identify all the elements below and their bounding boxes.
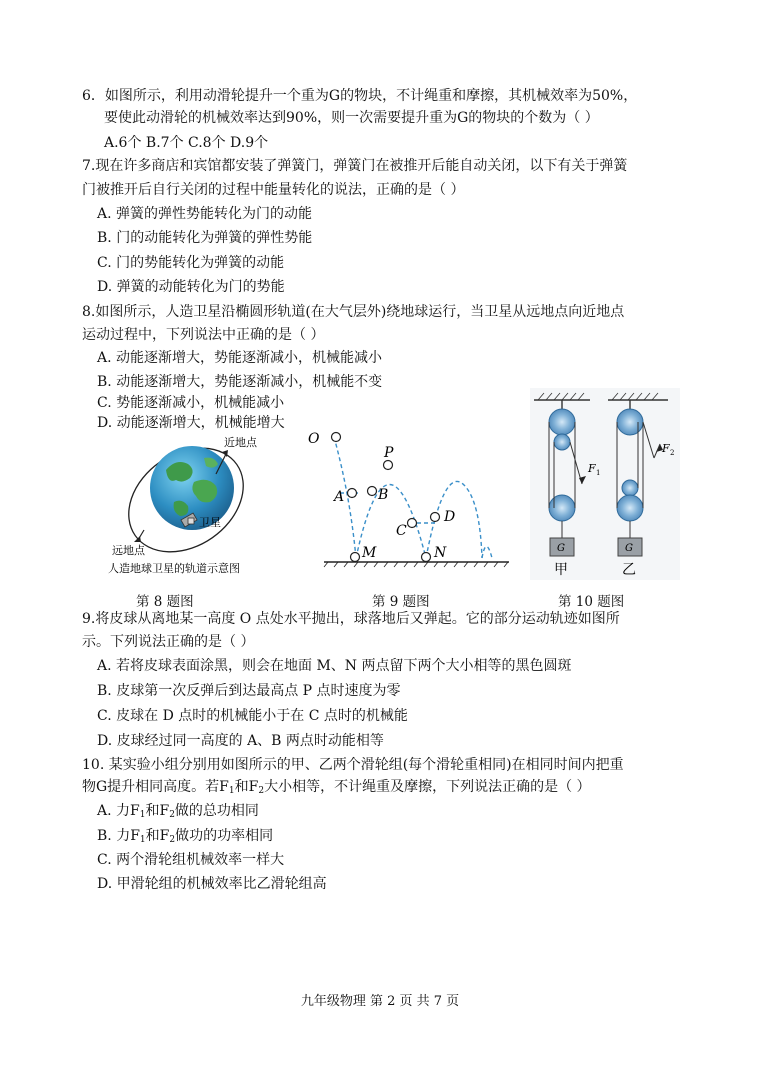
q7-line1: 7.现在许多商店和宾馆都安装了弹簧门，弹簧门在被推开后能自动关闭，以下有关于弹簧 — [82, 158, 628, 174]
label-jia: 甲 — [554, 562, 568, 578]
ball-C — [408, 519, 417, 528]
pulley-jia-bottom — [549, 495, 575, 521]
q9-option-a: A. 若将皮球表面涂黑，则会在地面 M、N 两点留下两个大小相等的黑色圆斑 — [97, 658, 572, 674]
svg-text:G: G — [625, 543, 633, 554]
figure-8-satellite-orbit — [104, 430, 294, 580]
ball-B — [368, 487, 377, 496]
svg-text:D: D — [444, 509, 456, 525]
ball-P — [384, 461, 393, 470]
svg-text:P: P — [384, 445, 394, 461]
label-satellite: 卫星 — [199, 516, 221, 529]
svg-text:C: C — [396, 523, 407, 539]
q10-option-a: A. 力$F_1$和$F_2$做的总功相同 — [97, 803, 259, 820]
ball-A — [348, 489, 357, 498]
q6-line1: 6．如图所示，利用动滑轮提升一个重为G的物块，不计绳重和摩擦，其机械效率为50%， — [82, 88, 638, 104]
ball-N — [422, 553, 431, 562]
svg-text:F: F — [662, 442, 670, 455]
figure-10-pulley-systems — [530, 388, 680, 580]
q10-option-c: C. 两个滑轮组机械效率一样大 — [97, 852, 285, 868]
q8-option-d: D. 动能逐渐增大，机械能增大 — [97, 415, 285, 431]
q7-option-c: C. 门的势能转化为弹簧的动能 — [97, 255, 285, 271]
q9-option-c: C. 皮球在 D 点时的机械能小于在 C 点时的机械能 — [97, 708, 408, 724]
q6-options: A.6个 B.7个 C.8个 D.9个 — [104, 135, 269, 151]
ball-O — [332, 433, 341, 442]
q8-option-c: C. 势能逐渐减小，机械能减小 — [97, 395, 285, 411]
q8-line2: 运动过程中，下列说法中正确的是（ ） — [82, 327, 325, 343]
svg-text:O: O — [308, 431, 320, 447]
q10-line1: 10. 某实验小组分别用如图所示的甲、乙两个滑轮组(每个滑轮重相同)在相同时间内把重 — [82, 757, 624, 773]
figure-8-title: 人造地球卫星的轨道示意图 — [108, 562, 240, 575]
svg-text:M: M — [362, 545, 377, 561]
q6-line2: 要使此动滑轮的机械效率达到90%，则一次需要提升重为G的物块的个数为（ ） — [104, 110, 599, 126]
q9-option-d: D. 皮球经过同一高度的 A、B 两点时动能相等 — [97, 733, 384, 749]
label-yi: 乙 — [622, 562, 636, 578]
q8-line1: 8.如图所示，人造卫星沿椭圆形轨道(在大气层外)绕地球运行，当卫星从远地点向近地点 — [82, 304, 625, 320]
q7-line2: 门被推开后自行关闭的过程中能量转化的说法，正确的是（ ） — [82, 182, 465, 198]
q10-option-b: B. 力$F_1$和$F_2$做功的功率相同 — [97, 828, 274, 845]
svg-text:1: 1 — [596, 469, 601, 477]
label-far-point: 远地点 — [112, 544, 145, 557]
svg-text:B: B — [378, 487, 389, 503]
q10-option-d: D. 甲滑轮组的机械效率比乙滑轮组高 — [97, 876, 327, 892]
q9-line1: 9.将皮球从离地某一高度 O 点处水平抛出，球落地后又弹起。它的部分运动轨迹如图所 — [82, 611, 620, 627]
svg-text:2: 2 — [670, 449, 675, 457]
q8-option-a: A. 动能逐渐增大，势能逐渐减小，机械能减小 — [97, 350, 383, 366]
svg-text:A: A — [334, 489, 345, 505]
q9-option-b: B. 皮球第一次反弹后到达最高点 P 点时速度为零 — [97, 683, 401, 699]
pulley-yi-bottom — [617, 495, 643, 521]
ball-M — [351, 553, 360, 562]
svg-text:N: N — [434, 545, 447, 561]
q7-option-d: D. 弹簧的动能转化为门的势能 — [97, 279, 285, 295]
page-footer: 九年级物理 第 2 页 共 7 页 — [300, 994, 460, 1009]
label-near-point: 近地点 — [224, 436, 257, 449]
svg-text:F: F — [588, 462, 596, 475]
ball-D — [431, 513, 440, 522]
q8-option-b: B. 动能逐渐增大，势能逐渐减小，机械能不变 — [97, 374, 383, 390]
figure-9-ball-trajectory — [304, 425, 514, 575]
pulley-yi-top — [617, 409, 643, 435]
caption-figure-8: 第 8 题图 — [136, 594, 194, 610]
q10-line2: 物G提升相同高度。若$F_1$和$F_2$大小相等，不计绳重及摩擦，下列说法正确的是（ ） — [82, 779, 591, 796]
svg-text:G: G — [557, 543, 565, 554]
q7-option-a: A. 弹簧的弹性势能转化为门的动能 — [97, 206, 313, 222]
q9-line2: 示。下列说法正确的是（ ） — [82, 634, 255, 650]
q7-option-b: B. 门的动能转化为弹簧的弹性势能 — [97, 230, 313, 246]
caption-figure-9: 第 9 题图 — [372, 594, 430, 610]
caption-figure-10: 第 10 题图 — [558, 594, 625, 610]
pulley-jia-top — [549, 409, 575, 435]
